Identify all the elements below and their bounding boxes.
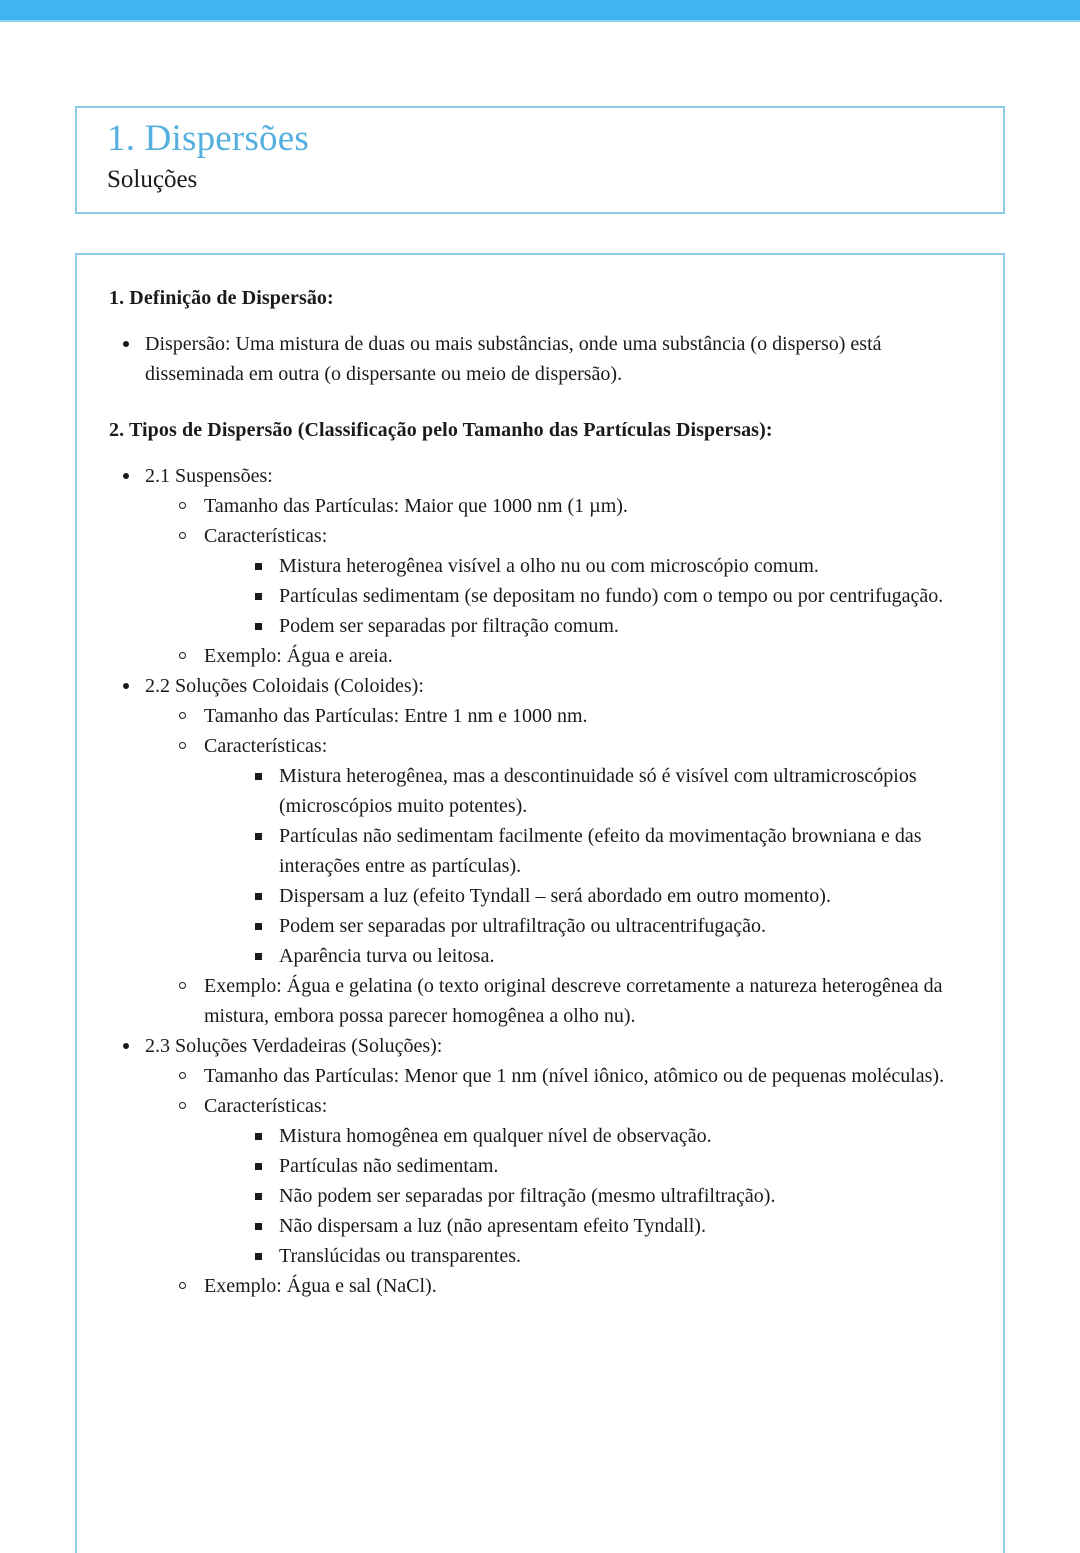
circle-bullet-icon xyxy=(179,712,186,719)
example-text: Exemplo: Água e gelatina (o texto original descreve corretamente a natureza heterogênea da mistura, embora possa parecer homogênea a olho nu). xyxy=(204,975,943,1027)
circle-bullet-icon xyxy=(179,1282,186,1289)
particle-size-text: Tamanho das Partículas: Maior que 1000 nm (1 µm). xyxy=(204,495,628,517)
characteristics-list xyxy=(204,1121,969,1271)
content-card xyxy=(75,253,1005,1553)
tipos-list xyxy=(109,461,969,1301)
square-bullet-icon xyxy=(255,1253,262,1260)
characteristic-text: Podem ser separadas por ultrafiltração ou ultracentrifugação. xyxy=(279,915,767,937)
square-bullet-icon xyxy=(255,1223,262,1230)
type-label: 2.3 Soluções Verdadeiras (Soluções): xyxy=(145,1035,443,1057)
list-item xyxy=(241,581,969,611)
characteristics-list xyxy=(204,551,969,641)
list-item xyxy=(241,821,969,881)
characteristic-text: Partículas não sedimentam facilmente (efeito da movimentação browniana e das interações entre as partículas). xyxy=(279,825,922,877)
circle-bullet-icon xyxy=(179,1072,186,1079)
list-item xyxy=(241,941,969,971)
list-item xyxy=(167,491,969,521)
example-text: Exemplo: Água e sal (NaCl). xyxy=(204,1275,437,1297)
list-item xyxy=(241,1211,969,1241)
page-title: 1. Dispersões xyxy=(107,118,309,159)
characteristics-label: Características: xyxy=(204,1095,328,1117)
square-bullet-icon xyxy=(255,1193,262,1200)
circle-bullet-icon xyxy=(179,742,186,749)
disc-bullet-icon xyxy=(123,1043,129,1049)
circle-bullet-icon xyxy=(179,502,186,509)
characteristic-text: Dispersam a luz (efeito Tyndall – será abordado em outro momento). xyxy=(279,885,831,907)
list-item xyxy=(241,911,969,941)
list-item xyxy=(241,1241,969,1271)
characteristic-text: Partículas sedimentam (se depositam no fundo) com o tempo ou por centrifugação. xyxy=(279,585,944,607)
characteristic-text: Mistura heterogênea, mas a descontinuidade só é visível com ultramicroscópios (microscópios muito potentes). xyxy=(279,765,917,817)
type-detail-list xyxy=(145,491,969,671)
type-detail-list xyxy=(145,1061,969,1301)
characteristic-text: Translúcidas ou transparentes. xyxy=(279,1245,521,1267)
list-item xyxy=(167,971,969,1031)
characteristic-text: Não dispersam a luz (não apresentam efeito Tyndall). xyxy=(279,1215,706,1237)
list-item xyxy=(167,701,969,731)
type-detail-list xyxy=(145,701,969,1031)
list-item xyxy=(167,1091,969,1271)
circle-bullet-icon xyxy=(179,652,186,659)
list-item xyxy=(167,641,969,671)
list-item xyxy=(241,611,969,641)
square-bullet-icon xyxy=(255,563,262,570)
list-item xyxy=(167,731,969,971)
list-item xyxy=(109,1031,969,1301)
square-bullet-icon xyxy=(255,1163,262,1170)
square-bullet-icon xyxy=(255,593,262,600)
list-item xyxy=(241,1151,969,1181)
disc-bullet-icon xyxy=(123,683,129,689)
square-bullet-icon xyxy=(255,833,262,840)
page-subtitle: Soluções xyxy=(107,166,198,193)
section-heading-definicao: 1. Definição de Dispersão: xyxy=(109,287,334,309)
list-item xyxy=(241,761,969,821)
list-item xyxy=(167,1061,969,1091)
list-item xyxy=(241,551,969,581)
square-bullet-icon xyxy=(255,623,262,630)
characteristic-text: Aparência turva ou leitosa. xyxy=(279,945,495,967)
characteristic-text: Não podem ser separadas por filtração (mesmo ultrafiltração). xyxy=(279,1185,776,1207)
list-item xyxy=(167,521,969,641)
list-item xyxy=(241,1181,969,1211)
square-bullet-icon xyxy=(255,773,262,780)
circle-bullet-icon xyxy=(179,532,186,539)
top-accent-bar xyxy=(0,0,1080,20)
section-heading-tipos: 2. Tipos de Dispersão (Classificação pelo Tamanho das Partículas Dispersas): xyxy=(109,419,773,441)
list-item xyxy=(241,1121,969,1151)
definicao-bullet-list xyxy=(109,329,969,389)
list-item xyxy=(109,461,969,671)
square-bullet-icon xyxy=(255,893,262,900)
type-label: 2.1 Suspensões: xyxy=(145,465,273,487)
square-bullet-icon xyxy=(255,923,262,930)
top-accent-bar-shadow xyxy=(0,20,1080,22)
characteristic-text: Mistura homogênea em qualquer nível de observação. xyxy=(279,1125,712,1147)
example-text: Exemplo: Água e areia. xyxy=(204,645,393,667)
title-card xyxy=(75,106,1005,214)
list-item-text: Dispersão: Uma mistura de duas ou mais substâncias, onde uma substância (o disperso) está disseminada em outra (o dispersante ou meio de dispersão). xyxy=(145,333,882,385)
square-bullet-icon xyxy=(255,1133,262,1140)
list-item xyxy=(167,1271,969,1301)
characteristic-text: Partículas não sedimentam. xyxy=(279,1155,499,1177)
disc-bullet-icon xyxy=(123,341,129,347)
circle-bullet-icon xyxy=(179,982,186,989)
square-bullet-icon xyxy=(255,953,262,960)
characteristics-list xyxy=(204,761,969,971)
characteristic-text: Mistura heterogênea visível a olho nu ou com microscópio comum. xyxy=(279,555,819,577)
list-item xyxy=(241,881,969,911)
characteristics-label: Características: xyxy=(204,735,328,757)
disc-bullet-icon xyxy=(123,473,129,479)
characteristic-text: Podem ser separadas por filtração comum. xyxy=(279,615,619,637)
particle-size-text: Tamanho das Partículas: Entre 1 nm e 1000 nm. xyxy=(204,705,588,727)
type-label: 2.2 Soluções Coloidais (Coloides): xyxy=(145,675,424,697)
particle-size-text: Tamanho das Partículas: Menor que 1 nm (nível iônico, atômico ou de pequenas moléculas). xyxy=(204,1065,945,1087)
list-item xyxy=(109,329,969,389)
list-item xyxy=(109,671,969,1031)
circle-bullet-icon xyxy=(179,1102,186,1109)
characteristics-label: Características: xyxy=(204,525,328,547)
